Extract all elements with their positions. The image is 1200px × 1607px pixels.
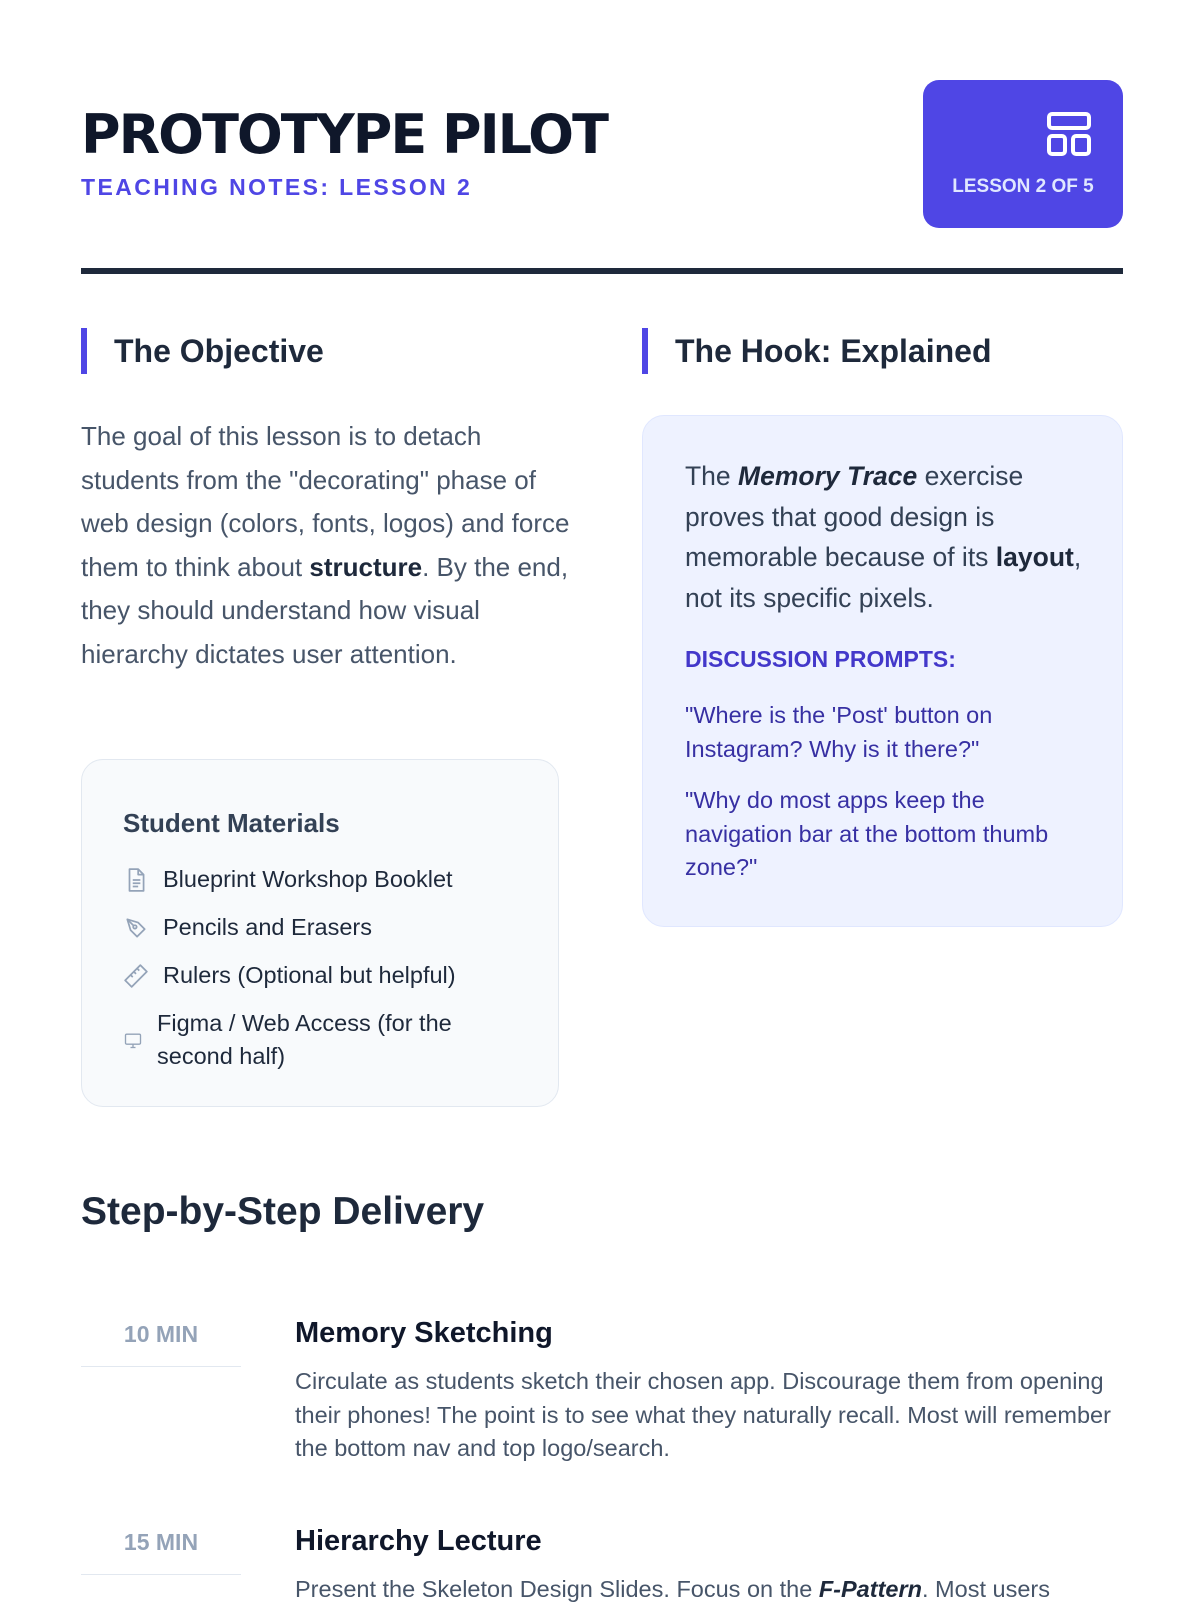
page-title: PROTOTYPE PILOT	[81, 103, 607, 166]
pen-icon	[123, 915, 149, 941]
list-item	[123, 1007, 523, 1073]
materials-list	[123, 863, 523, 1088]
hook-emphasis: layout	[995, 542, 1074, 572]
step-description-part: Present the Skeleton Design Slides. Focus on the	[295, 1576, 819, 1602]
hook-text	[685, 456, 1085, 618]
material-label: Pencils and Erasers	[163, 914, 372, 940]
step-description-part: . Most users	[921, 1576, 1050, 1602]
objective-heading: The Objective	[81, 328, 324, 374]
page-subtitle: TEACHING NOTES: LESSON 2	[81, 174, 473, 200]
layout-icon	[1045, 110, 1093, 158]
page-header	[81, 80, 1123, 228]
monitor-icon	[123, 1030, 143, 1050]
step-emphasis: F-Pattern	[818, 1576, 922, 1602]
objective-emphasis: structure	[309, 551, 423, 582]
list-item	[123, 911, 523, 944]
material-label: Rulers (Optional but helpful)	[163, 962, 456, 988]
objective-text-part: The goal of this lesson is to detach students from the "decorating" phase of web design (colors, fonts, logos) and force them to think about	[81, 421, 570, 582]
objective-text	[81, 415, 571, 676]
step-description: Circulate as students sketch their chosen app. Discourage them from opening their phones! The point is to see what they naturally recall. Most will remember the bottom nav and top logo/search.	[295, 1368, 1111, 1461]
prompts-label: DISCUSSION PROMPTS:	[685, 646, 956, 672]
step-duration: 10 MIN	[81, 1321, 241, 1367]
document-icon	[123, 867, 149, 893]
list-item	[123, 959, 523, 992]
discussion-prompt: "Why do most apps keep the navigation bar at the bottom thumb zone?"	[685, 787, 1049, 880]
discussion-prompt: "Where is the 'Post' button on Instagram? Why is it there?"	[685, 702, 993, 762]
hook-heading: The Hook: Explained	[642, 328, 991, 374]
material-label: Blueprint Workshop Booklet	[163, 866, 453, 892]
step-title: Memory Sketching	[295, 1317, 553, 1349]
hook-term: Memory Trace	[738, 461, 918, 491]
materials-card	[81, 759, 559, 1107]
delivery-heading: Step-by-Step Delivery	[81, 1190, 485, 1233]
header-divider	[81, 268, 1123, 274]
lesson-badge	[923, 80, 1123, 228]
hook-card	[642, 415, 1123, 927]
lesson-progress-label: LESSON 2 OF 5	[952, 176, 1094, 197]
list-item	[123, 863, 523, 896]
material-label: Figma / Web Access (for the second half)	[157, 1010, 452, 1069]
step-description	[295, 1573, 1115, 1607]
materials-heading: Student Materials	[123, 808, 340, 838]
ruler-icon	[123, 963, 149, 989]
hook-text-part: , not its specific pixels.	[685, 542, 1082, 613]
step-title: Hierarchy Lecture	[295, 1525, 542, 1557]
hook-text-part: exercise proves that good design is memorable because of its	[685, 461, 1024, 572]
hook-text-part: The	[685, 461, 739, 491]
objective-text-part: . By the end, they should understand how visual hierarchy dictates user attention.	[81, 551, 569, 669]
step-duration: 15 MIN	[81, 1529, 241, 1575]
